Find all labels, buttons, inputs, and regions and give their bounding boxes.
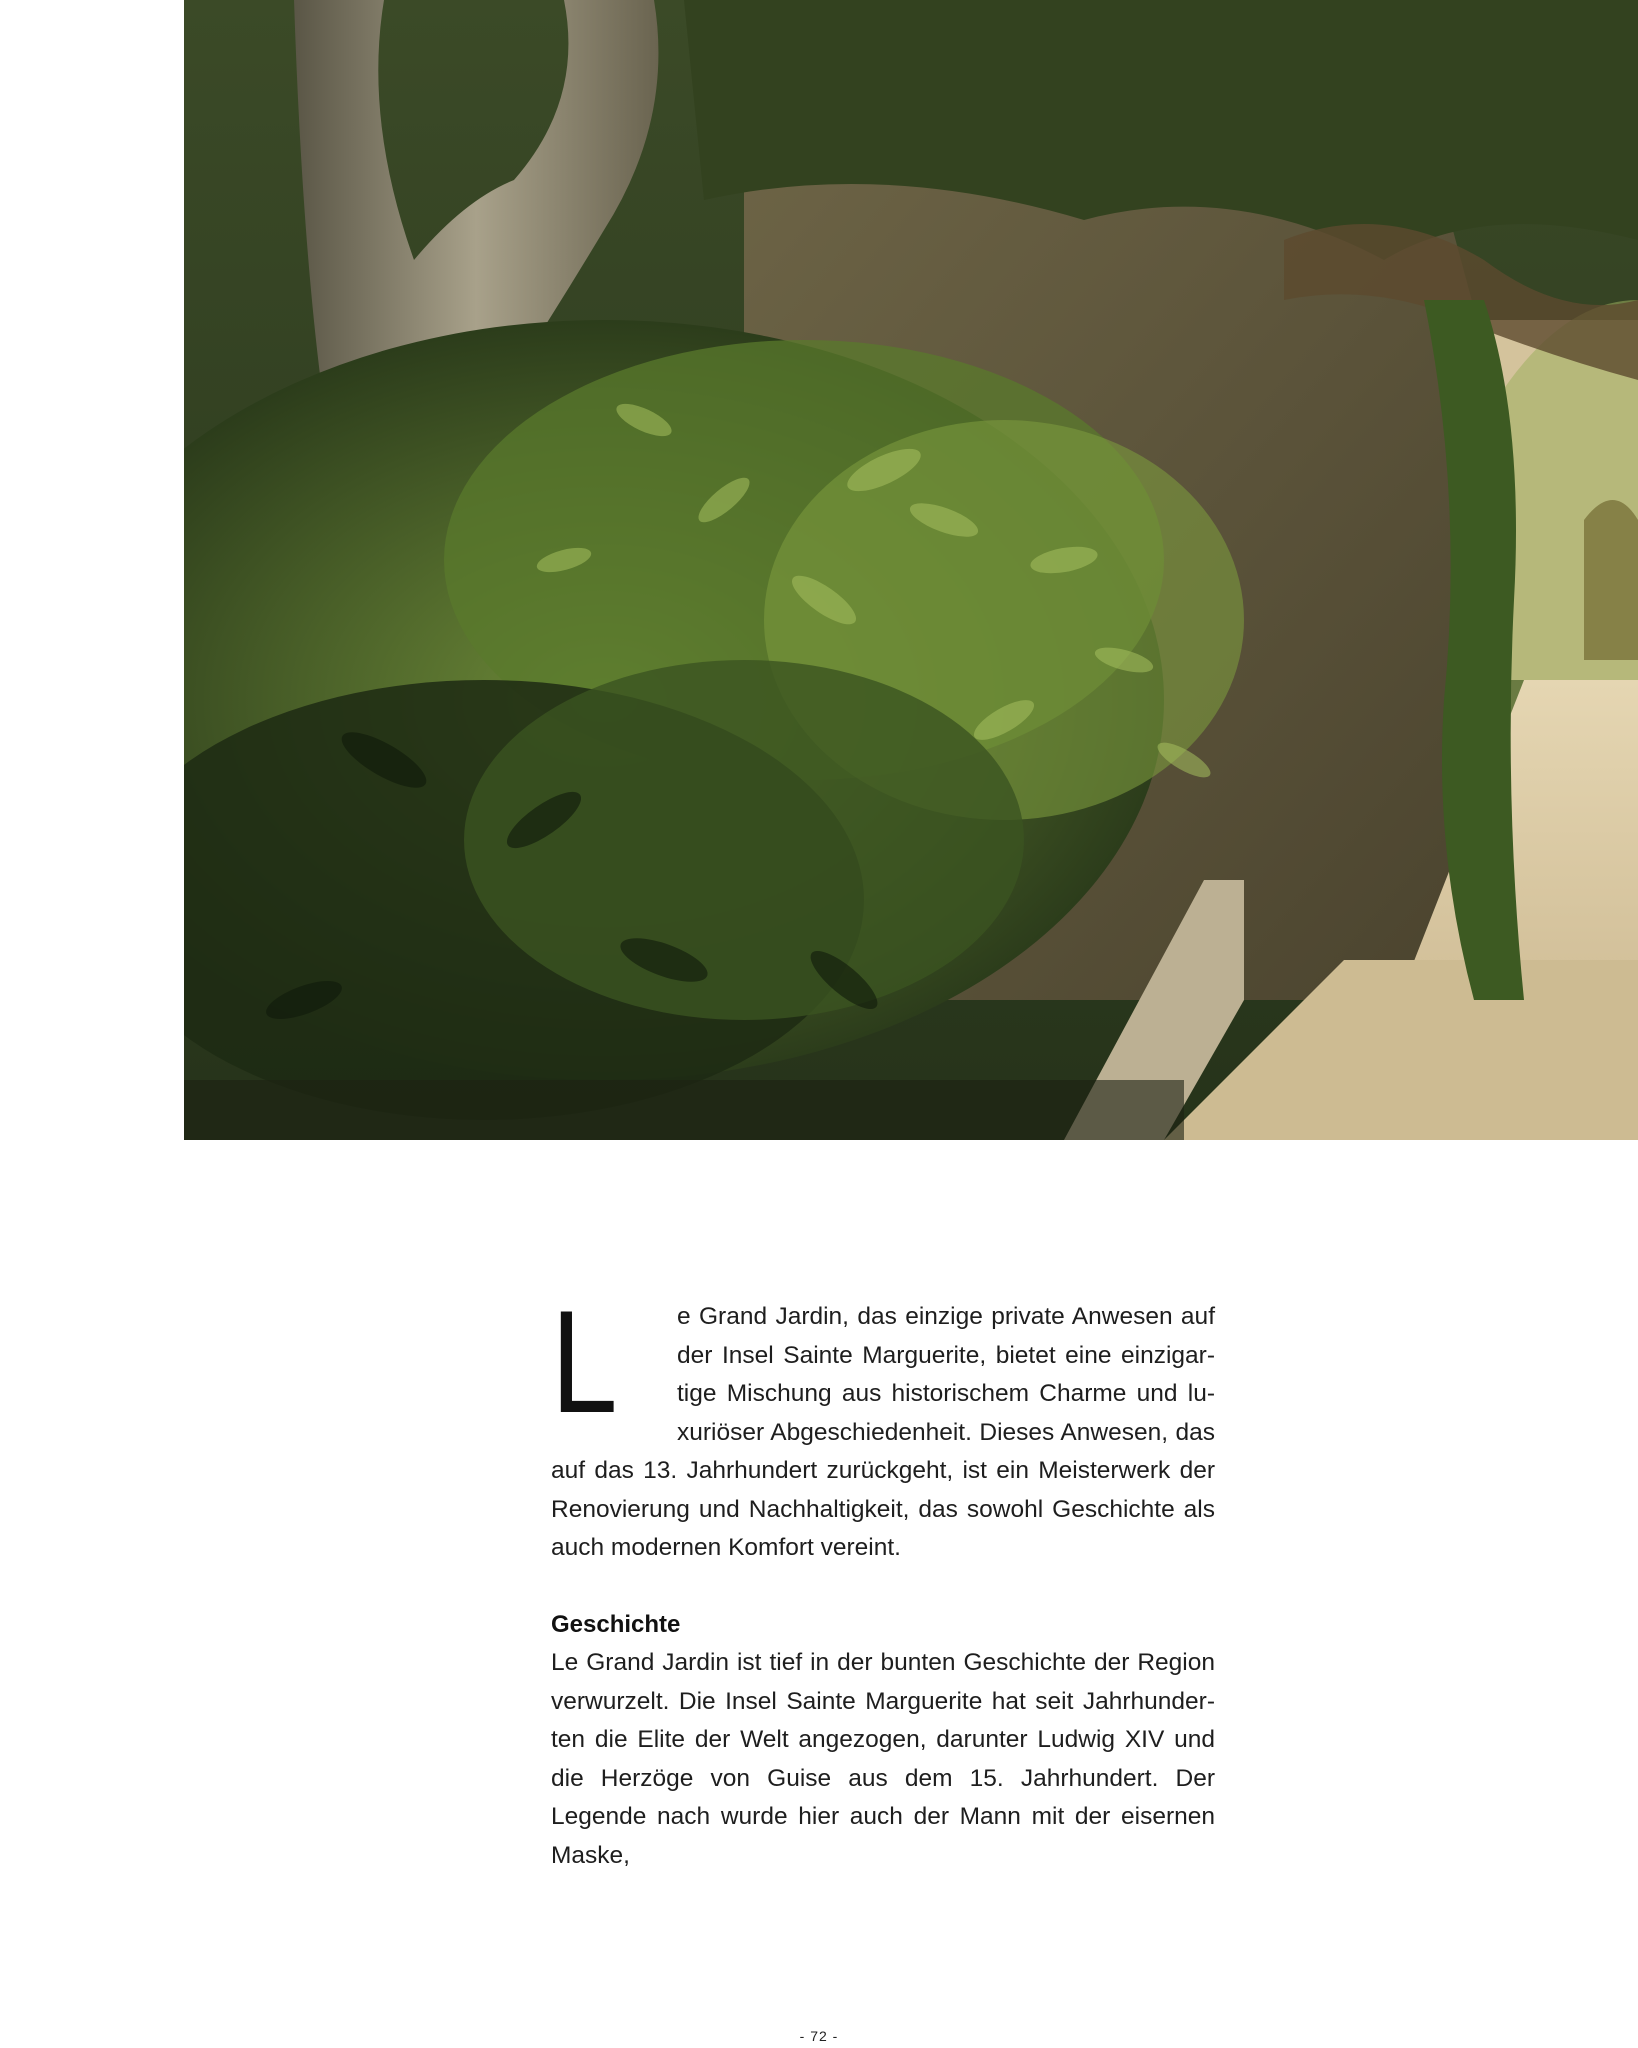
garden-photo-illustration bbox=[184, 0, 1638, 1140]
drop-cap: L bbox=[551, 1280, 615, 1443]
garden-photo bbox=[184, 0, 1638, 1140]
section-paragraph: Le Grand Jardin ist tief in der bunten Geschichte der Region verwurzelt. Die Insel Sainte Marguerite hat seit Jahrhunderten die Elite der Welt angezogen, darunter Ludwig XIV und die Herzöge von Guise aus dem 15. Jahrhundert. Der Legende nach wurde hier auch der Mann mit der eisernen Maske, bbox=[551, 1649, 1215, 1869]
page-number: - 72 - bbox=[799, 2028, 839, 2044]
article-body bbox=[551, 1280, 1215, 1875]
intro-paragraph: e Grand Jardin, das einzige private Anwesen auf der Insel Sainte Marguerite, bietet eine einzigartige Mischung aus historischem Charme und luxuriöser Abgeschiedenheit. Dieses Anwesen, das auf das 13. Jahrhundert zurückgeht, ist ein Meisterwerk der Renovierung und Nachhaltigkeit, das sowohl Geschichte als auch modernen Komfort vereint. bbox=[551, 1303, 1215, 1561]
section-heading: Geschichte bbox=[551, 1610, 681, 1638]
